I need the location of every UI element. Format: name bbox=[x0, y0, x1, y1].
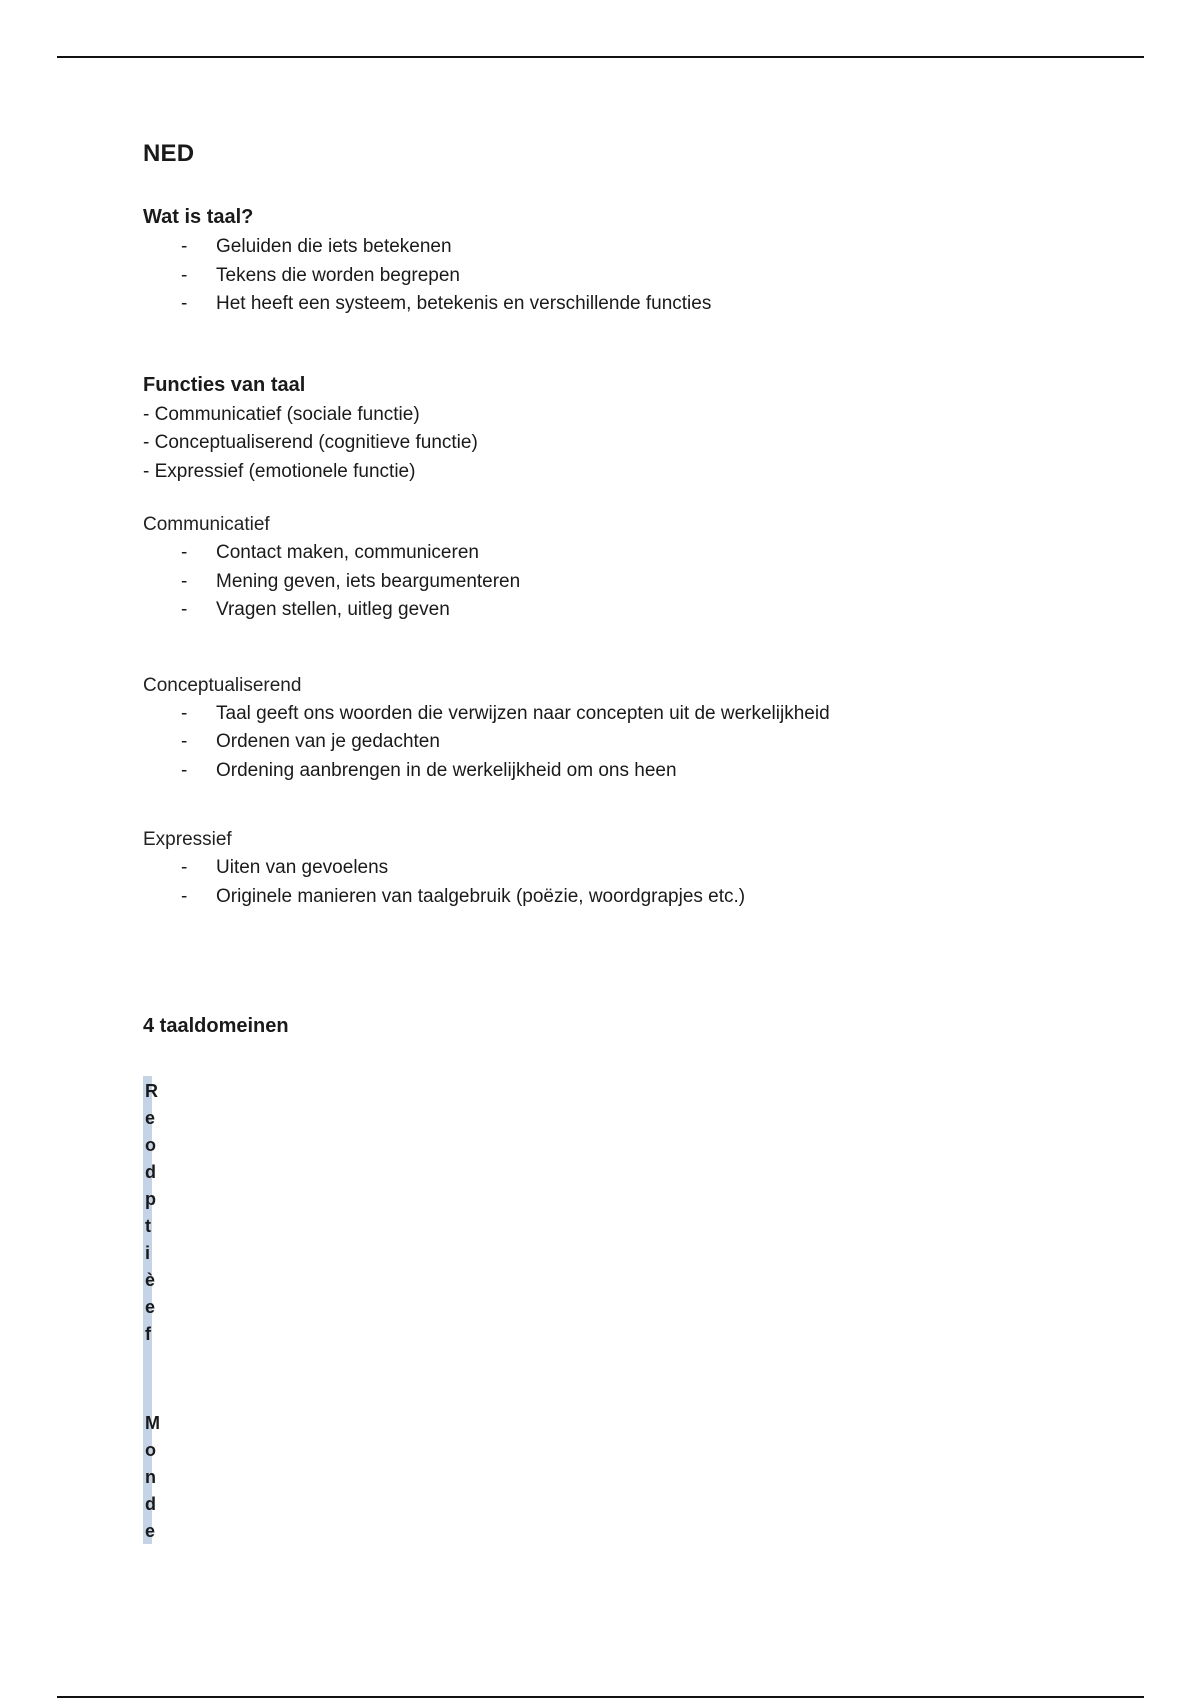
dash-bullet: - bbox=[181, 542, 188, 563]
document-title: NED bbox=[143, 140, 195, 167]
vertical-letter: R bbox=[145, 1081, 158, 1101]
list-item bbox=[143, 757, 1103, 786]
dash-bullet: - bbox=[181, 293, 188, 314]
list-item bbox=[143, 233, 1103, 262]
list-item-text: Mening geven, iets beargumenteren bbox=[216, 570, 521, 592]
list-item-text: Het heeft een systeem, betekenis en verschillende functies bbox=[216, 293, 712, 314]
dash-bullet: - bbox=[181, 570, 188, 592]
list-item-text: Ordenen van je gedachten bbox=[216, 731, 440, 752]
vertical-letter: d bbox=[145, 1494, 156, 1514]
vertical-letter: e bbox=[145, 1297, 156, 1317]
section-expressive bbox=[143, 829, 1103, 911]
section-communicative bbox=[143, 514, 1103, 625]
list-item bbox=[143, 262, 1103, 291]
list-item-text: Originele manieren van taalgebruik (poëzie, woordgrapjes etc.) bbox=[216, 885, 746, 907]
footer-rule bbox=[57, 1696, 1144, 1698]
dash-bullet: - bbox=[181, 702, 188, 724]
dash-bullet: - bbox=[181, 236, 188, 257]
section-heading-domains: 4 taaldomeinen bbox=[143, 1015, 289, 1037]
dash-bullet: - bbox=[181, 759, 188, 781]
list-item-text: Tekens die worden begrepen bbox=[216, 264, 461, 286]
vertical-letter: p bbox=[145, 1189, 156, 1209]
vertical-letter: è bbox=[145, 1270, 156, 1290]
list-item bbox=[143, 883, 1103, 912]
subsection-heading: Conceptualiserend bbox=[143, 674, 302, 696]
dash-bullet: - bbox=[181, 599, 188, 620]
list-item bbox=[143, 854, 1103, 883]
section-functions bbox=[143, 374, 1103, 487]
vertical-letter: i bbox=[145, 1243, 151, 1263]
plain-line: - Expressief (emotionele functie) bbox=[143, 460, 416, 482]
list-item bbox=[143, 728, 1103, 757]
vertical-letter: e bbox=[145, 1108, 156, 1128]
bullet-list bbox=[143, 233, 1103, 319]
section-conceptualising bbox=[143, 675, 1103, 786]
vertical-letter: t bbox=[145, 1216, 151, 1236]
subsection-heading: Expressief bbox=[143, 829, 232, 850]
list-item-text: Vragen stellen, uitleg geven bbox=[216, 599, 450, 620]
bullet-list bbox=[143, 700, 1103, 786]
list-item bbox=[143, 539, 1103, 568]
dash-bullet: - bbox=[181, 885, 188, 907]
plain-line: - Conceptualiserend (cognitieve functie) bbox=[143, 432, 478, 453]
vertical-text-receptief bbox=[145, 1078, 165, 1348]
bullet-list bbox=[143, 539, 1103, 625]
dash-bullet: - bbox=[181, 857, 188, 878]
list-item-text: Geluiden die iets betekenen bbox=[216, 236, 452, 257]
vertical-letter: d bbox=[145, 1162, 156, 1182]
list-item bbox=[143, 700, 1103, 729]
list-item-text: Contact maken, communiceren bbox=[216, 542, 479, 563]
vertical-letter: n bbox=[145, 1467, 156, 1487]
header-rule bbox=[57, 56, 1144, 58]
subsection-heading: Communicatief bbox=[143, 514, 270, 535]
list-item bbox=[143, 568, 1103, 597]
vertical-letter: e bbox=[145, 1521, 156, 1541]
dash-bullet: - bbox=[181, 264, 188, 286]
vertical-text-mondeling bbox=[145, 1410, 165, 1545]
list-item-text: Taal geeft ons woorden die verwijzen naar concepten uit de werkelijkheid bbox=[216, 702, 830, 724]
vertical-letter: o bbox=[145, 1440, 156, 1460]
list-item-text: Ordening aanbrengen in de werkelijkheid om ons heen bbox=[216, 759, 677, 781]
section-heading: Functies van taal bbox=[143, 373, 306, 396]
section-what-is-language bbox=[143, 206, 1103, 319]
bullet-list bbox=[143, 854, 1103, 911]
list-item bbox=[143, 596, 1103, 625]
section-heading: Wat is taal? bbox=[143, 206, 254, 228]
plain-line: - Communicatief (sociale functie) bbox=[143, 403, 420, 425]
vertical-letter: o bbox=[145, 1135, 156, 1155]
list-item-text: Uiten van gevoelens bbox=[216, 857, 389, 878]
list-item bbox=[143, 290, 1103, 319]
document-body bbox=[143, 140, 1103, 1052]
dash-bullet: - bbox=[181, 731, 188, 752]
vertical-letter: f bbox=[145, 1324, 151, 1344]
vertical-letter: M bbox=[145, 1413, 160, 1433]
